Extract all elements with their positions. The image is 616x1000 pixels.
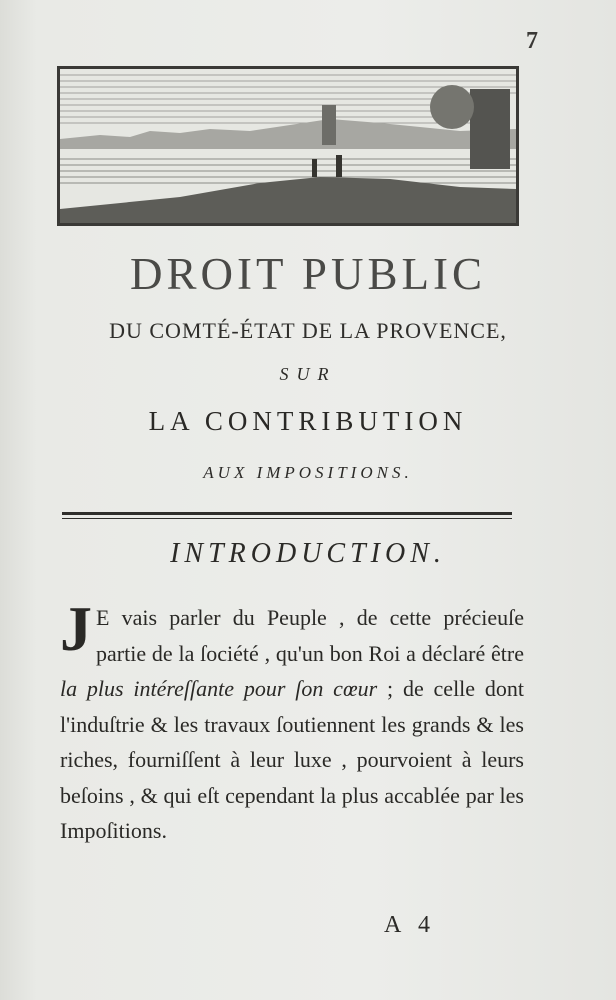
book-title: DROIT PUBLIC [130, 249, 486, 299]
drop-cap: J [60, 593, 92, 664]
section-title: INTRODUCTION. [170, 538, 446, 569]
paragraph-text-b: ; de celle dont l'induſtrie & les travaux ſoutiennent les grands & les riches, fourniſſent à leur luxe , pourvoient à leurs beſoins , & qui eſt cependant la plus accablée par les Impoſitions. [60, 676, 524, 843]
introduction-paragraph [60, 593, 524, 849]
subtitle-sur: SUR [279, 364, 337, 384]
signature-mark: A 4 [384, 912, 437, 938]
subtitle-impositions: AUX IMPOSITIONS. [203, 463, 413, 482]
subtitle-comte-etat: DU COMTÉ-ÉTAT DE LA PROVENCE, [109, 318, 507, 343]
woodcut-landscape-image [60, 69, 516, 223]
paragraph-text-a: E vais parler du Peuple , de cette précieuſe partie de la ſociété , qu'un bon Roi a déclaré être [96, 605, 524, 666]
subtitle-contribution: LA CONTRIBUTION [148, 406, 468, 436]
divider-thick [62, 512, 512, 515]
divider-thin [62, 518, 512, 519]
paragraph-text-italic: la plus intéreſſante pour ſon cœur [60, 676, 378, 701]
landscape-vignette [57, 66, 519, 226]
page-number: 7 [526, 28, 538, 54]
